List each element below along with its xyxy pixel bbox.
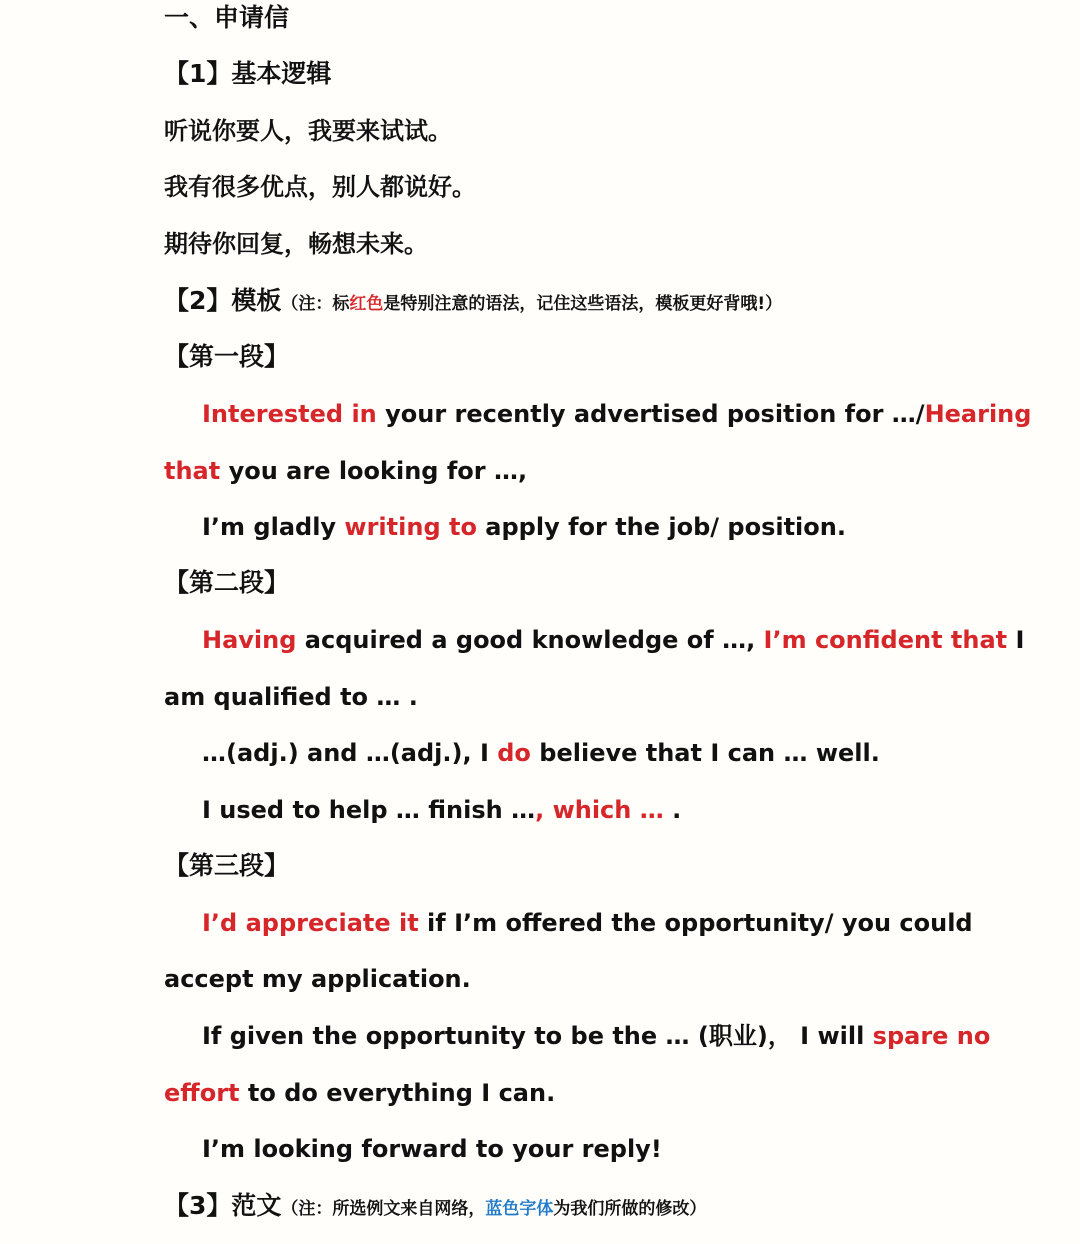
para2-heading: 【第二段】 (164, 568, 290, 597)
para2-line-1: Having acquired a good knowledge of …, I’m confident that I (202, 626, 1025, 654)
para2-line-3: …(adj.) and …(adj.), I do believe that I can … well. (202, 739, 880, 767)
para2-line-2: am qualified to … . (164, 683, 418, 711)
para3-line-3: If given the opportunity to be the … (职业)， I will spare no (202, 1022, 991, 1050)
para1-line-3: I’m gladly writing to apply for the job/ position. (202, 513, 846, 541)
para3-line-4: effort to do everything I can. (164, 1079, 556, 1107)
para2-line-4: I used to help … finish …, which … . (202, 796, 682, 824)
para1-heading: 【第一段】 (164, 342, 290, 371)
para1-line-1: Interested in your recently advertised position for …/Hearing (202, 400, 1032, 428)
logic-line-3: 期待你回复，畅想未来。 (164, 230, 428, 258)
part3-heading: 【3】范文（注：所选例文来自网络，蓝色字体为我们所做的修改） (164, 1191, 707, 1220)
para3-line-2: accept my application. (164, 965, 471, 993)
para3-heading: 【第三段】 (164, 851, 290, 880)
para3-line-1: I’d appreciate it if I’m offered the opportunity/ you could (202, 909, 973, 937)
para3-line-5: I’m looking forward to your reply! (202, 1135, 662, 1163)
part1-heading: 【1】基本逻辑 (164, 59, 332, 88)
logic-line-1: 听说你要人，我要来试试。 (164, 117, 452, 145)
part2-heading: 【2】模板（注：标红色是特别注意的语法，记住这些语法，模板更好背哦!） (164, 286, 783, 315)
para1-line-2: that you are looking for …, (164, 457, 528, 485)
section-title: 一、申请信 (164, 3, 290, 32)
logic-line-2: 我有很多优点，别人都说好。 (164, 173, 476, 201)
part3-note: （注：所选例文来自网络，蓝色字体为我们所做的修改） (281, 1199, 707, 1219)
part2-note: （注：标红色是特别注意的语法，记住这些语法，模板更好背哦!） (281, 294, 783, 314)
